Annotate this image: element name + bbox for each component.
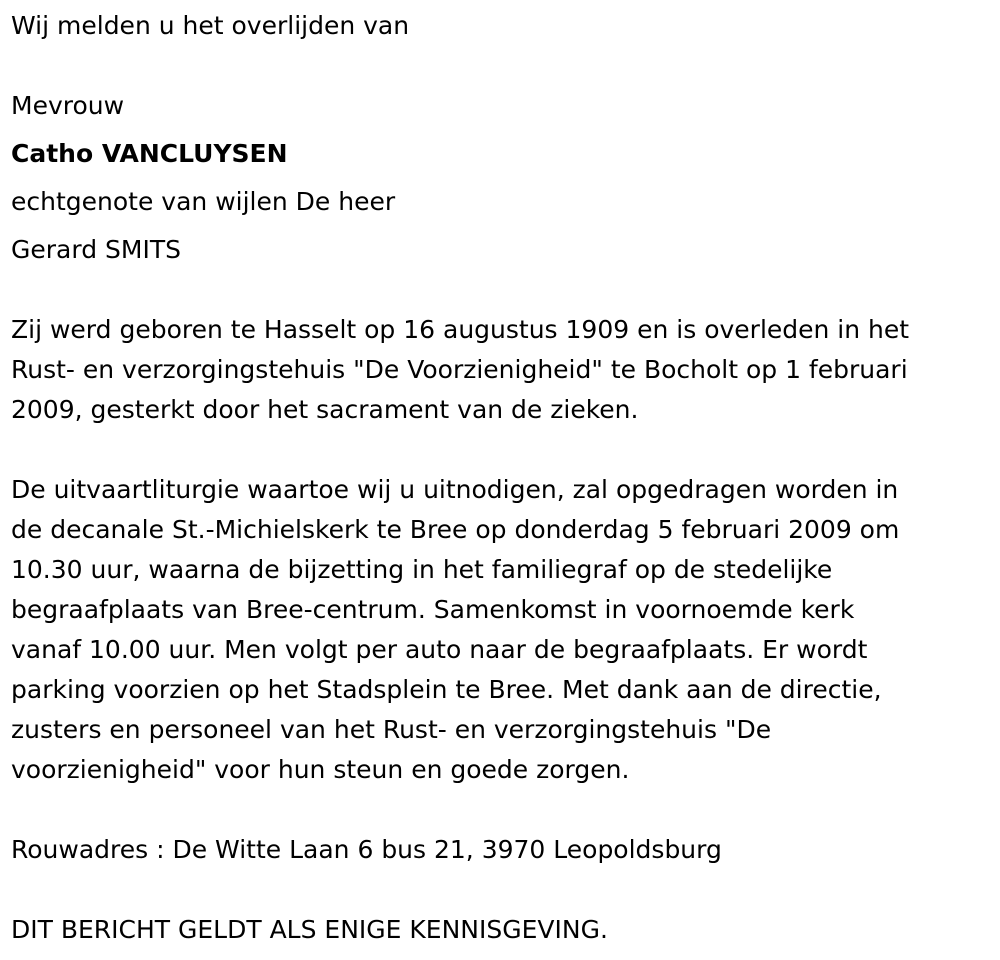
address-line: Rouwadres : De Witte Laan 6 bus 21, 3970 Leopoldsburg	[11, 835, 722, 864]
spouse-line-2: Gerard SMITS	[11, 235, 181, 264]
paragraph-line: Zij werd geboren te Hasselt op 16 augustus 1909 en is overleden in het	[11, 315, 910, 344]
intro-text: Wij melden u het overlijden van	[11, 11, 410, 40]
spouse-line-1: echtgenote van wijlen De heer	[11, 187, 396, 216]
salutation: Mevrouw	[11, 91, 125, 120]
paragraph-line: vanaf 10.00 uur. Men volgt per auto naar de begraafplaats. Er wordt	[11, 635, 868, 664]
paragraph-line: de decanale St.-Michielskerk te Bree op donderdag 5 februari 2009 om	[11, 515, 900, 544]
deceased-name: Catho VANCLUYSEN	[11, 139, 288, 168]
paragraph-line: 2009, gesterkt door het sacrament van de zieken.	[11, 395, 639, 424]
paragraph-line: 10.30 uur, waarna de bijzetting in het familiegraf op de stedelijke	[11, 555, 833, 584]
paragraph-line: parking voorzien op het Stadsplein te Bree. Met dank aan de directie,	[11, 675, 882, 704]
funeral-paragraph	[11, 470, 981, 790]
paragraph-line: De uitvaartliturgie waartoe wij u uitnodigen, zal opgedragen worden in	[11, 475, 899, 504]
paragraph-line: Rust- en verzorgingstehuis "De Voorzienigheid" te Bocholt op 1 februari	[11, 355, 908, 384]
paragraph-line: zusters en personeel van het Rust- en verzorgingstehuis "De	[11, 715, 772, 744]
notice-line: DIT BERICHT GELDT ALS ENIGE KENNISGEVING.	[11, 915, 608, 944]
paragraph-line: begraafplaats van Bree-centrum. Samenkomst in voornoemde kerk	[11, 595, 855, 624]
paragraph-line: voorzienigheid" voor hun steun en goede zorgen.	[11, 755, 630, 784]
birth-death-paragraph	[11, 310, 981, 430]
